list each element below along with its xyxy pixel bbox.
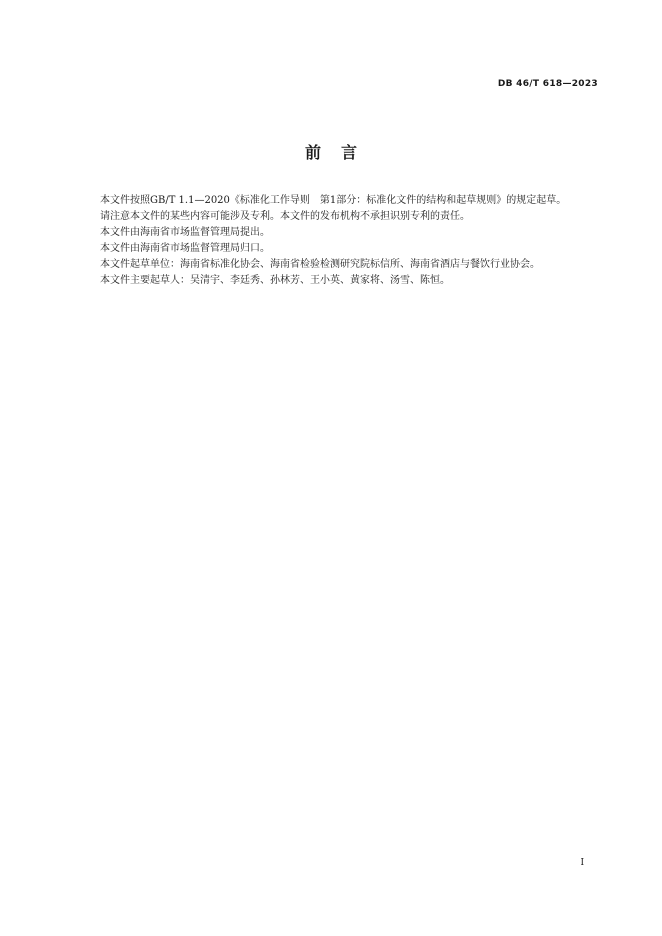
page-number: I bbox=[580, 858, 584, 868]
paragraph-drafters: 本文件主要起草人：吴清宇、李廷秀、孙林芳、王小英、黄家将、汤雪、陈恒。 bbox=[100, 275, 450, 286]
paragraph-patent-notice: 请注意本文件的某些内容可能涉及专利。本文件的发布机构不承担识别专利的责任。 bbox=[100, 211, 470, 222]
paragraph-proposed-by: 本文件由海南省市场监督管理局提出。 bbox=[100, 227, 270, 238]
paragraph-managed-by: 本文件由海南省市场监督管理局归口。 bbox=[100, 243, 270, 254]
page-title: 前言 bbox=[304, 143, 377, 162]
document-code: DB 46/T 618—2023 bbox=[497, 79, 598, 89]
paragraph-drafting-rules: 本文件按照GB/T 1.1—2020《标准化工作导则 第1部分：标准化文件的结构和起草规则》的规定起草。 bbox=[100, 195, 567, 206]
paragraph-drafting-units: 本文件起草单位：海南省标准化协会、海南省检验检测研究院标信所、海南省酒店与餐饮行业协会。 bbox=[100, 259, 540, 270]
foreword-body bbox=[80, 193, 602, 289]
